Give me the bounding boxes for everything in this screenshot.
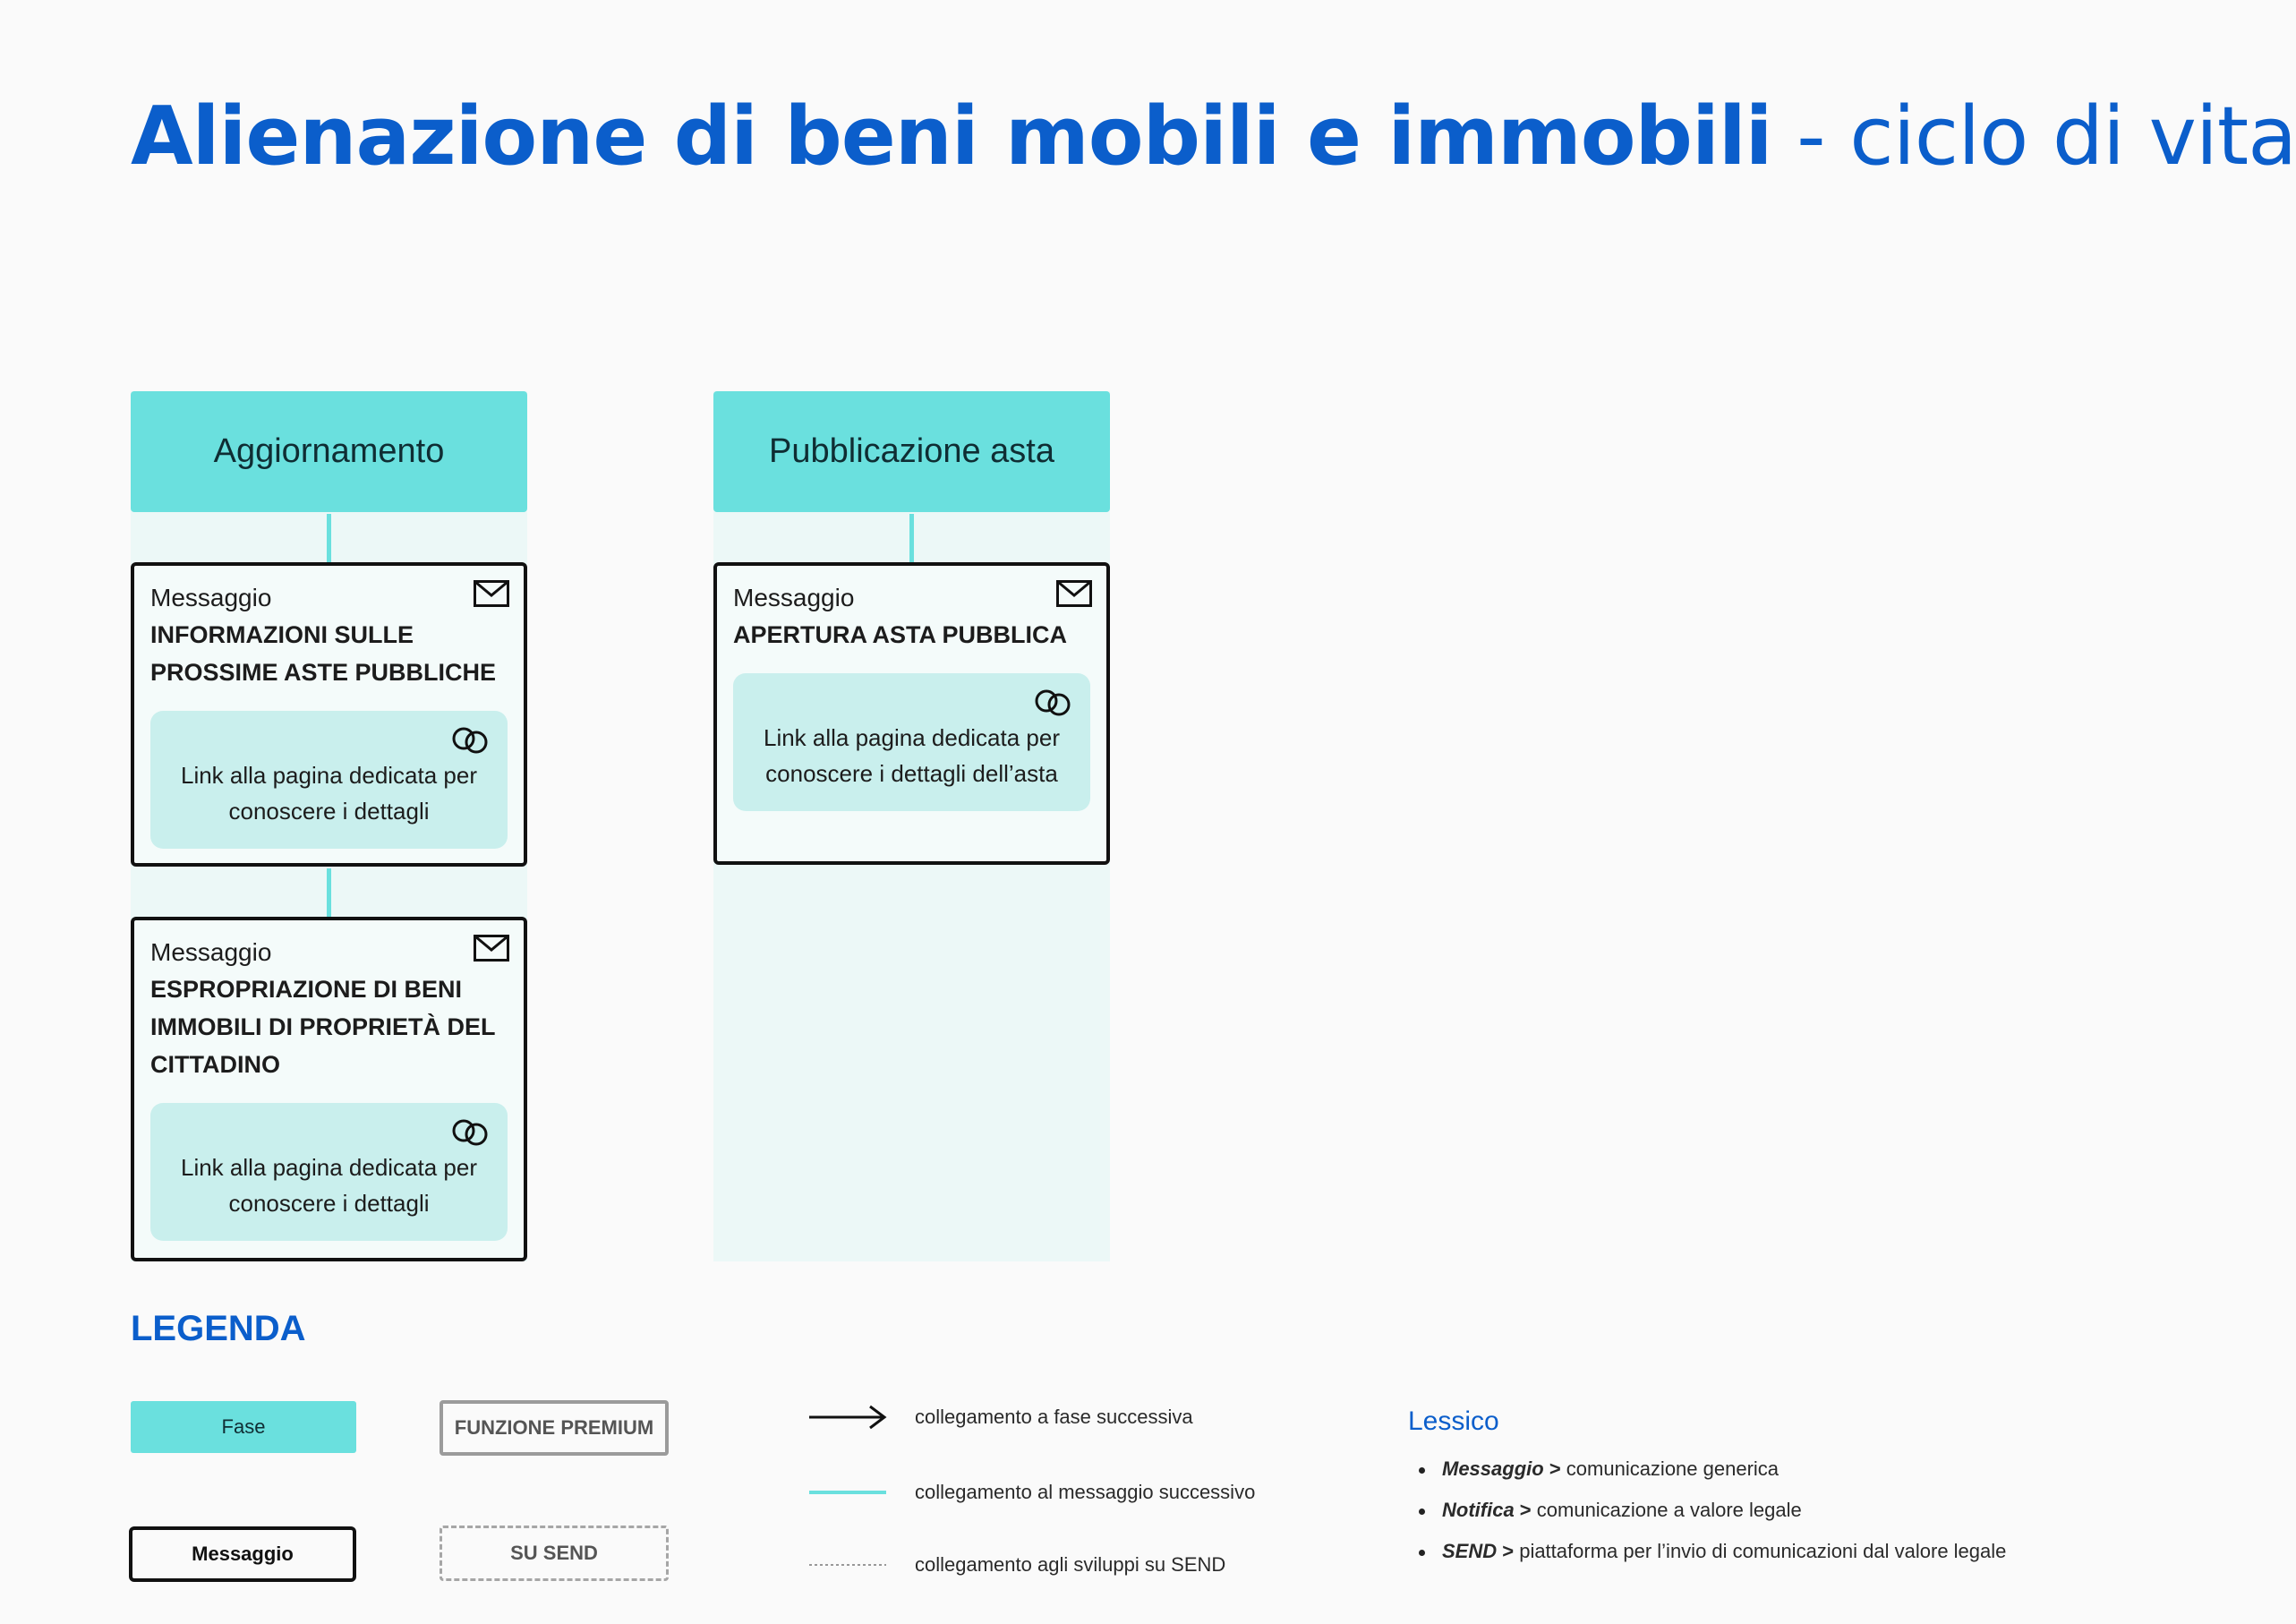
message-kind: Messaggio: [733, 584, 855, 611]
message-title: INFORMAZIONI SULLE PROSSIME ASTE PUBBLICHE: [150, 621, 497, 686]
envelope-icon: [474, 935, 509, 962]
teal-line-icon: [807, 1474, 888, 1510]
envelope-icon: [474, 580, 509, 607]
envelope-icon: [1056, 580, 1092, 607]
legend-funzione-premium: FUNZIONE PREMIUM: [440, 1400, 669, 1456]
page-title: [131, 90, 2296, 184]
link-text: Link alla pagina dedicata per conoscere i dettagli dell’asta: [763, 724, 1061, 787]
lessico-item: [1419, 1457, 2006, 1481]
legend-su-send: SU SEND: [440, 1526, 669, 1581]
phase-header: Aggiornamento: [131, 391, 527, 512]
lessico-title: Lessico: [1408, 1406, 1499, 1436]
title-suffix: - ciclo di vita: [1771, 90, 2296, 184]
lessico-term: Messaggio: [1442, 1457, 1544, 1480]
message-card[interactable]: [131, 562, 527, 867]
legend-dotted-line-label: collegamento agli sviluppi su SEND: [915, 1553, 1226, 1576]
legend-arrow-row: [807, 1399, 1193, 1435]
legend-messaggio: Messaggio: [129, 1526, 356, 1582]
phase-column-pubblicazione-asta: [713, 391, 1110, 1261]
lessico-sep: >: [1514, 1499, 1537, 1521]
lessico-term: Notifica: [1442, 1499, 1515, 1521]
link-text: Link alla pagina dedicata per conoscere i dettagli: [180, 762, 478, 825]
lessico-item: [1419, 1499, 2006, 1522]
lessico-sep: >: [1497, 1540, 1520, 1562]
legend-teal-line-row: [807, 1474, 1255, 1510]
message-title: APERTURA ASTA PUBBLICA: [733, 621, 1067, 648]
message-connector-line: [909, 514, 914, 564]
lessico-item: [1419, 1540, 2006, 1563]
chain-link-icon: [450, 1117, 490, 1148]
lessico-desc: comunicazione generica: [1566, 1457, 1780, 1480]
message-title: ESPROPRIAZIONE DI BENI IMMOBILI DI PROPRIETÀ DEL CITTADINO: [150, 976, 496, 1078]
lessico-list: [1419, 1457, 2006, 1581]
message-kind: Messaggio: [150, 938, 272, 966]
phase-header: Pubblicazione asta: [713, 391, 1110, 512]
title-main: Alienazione di beni mobili e immobili: [131, 90, 1772, 184]
lessico-desc: piattaforma per l’invio di comunicazioni dal valore legale: [1519, 1540, 2007, 1562]
legend-fase: Fase: [131, 1401, 356, 1453]
link-box[interactable]: [733, 673, 1090, 811]
message-card[interactable]: [131, 917, 527, 1261]
arrow-right-icon: [807, 1399, 888, 1435]
message-card[interactable]: [713, 562, 1110, 865]
message-kind: Messaggio: [150, 584, 272, 611]
legend-title: LEGENDA: [131, 1309, 306, 1348]
lessico-sep: >: [1543, 1457, 1566, 1480]
link-box[interactable]: [150, 1103, 508, 1241]
chain-link-icon: [450, 725, 490, 756]
message-connector-line: [327, 868, 331, 919]
legend-dotted-line-row: [807, 1547, 1225, 1583]
phase-column-aggiornamento: [131, 391, 527, 1261]
message-connector-line: [327, 514, 331, 564]
dotted-line-icon: [807, 1547, 888, 1583]
link-box[interactable]: [150, 711, 508, 849]
link-text: Link alla pagina dedicata per conoscere i dettagli: [180, 1154, 478, 1217]
lessico-term: SEND: [1442, 1540, 1498, 1562]
legend-arrow-label: collegamento a fase successiva: [915, 1406, 1193, 1428]
lessico-desc: comunicazione a valore legale: [1536, 1499, 1802, 1521]
chain-link-icon: [1033, 688, 1072, 718]
legend-teal-line-label: collegamento al messaggio successivo: [915, 1481, 1256, 1503]
